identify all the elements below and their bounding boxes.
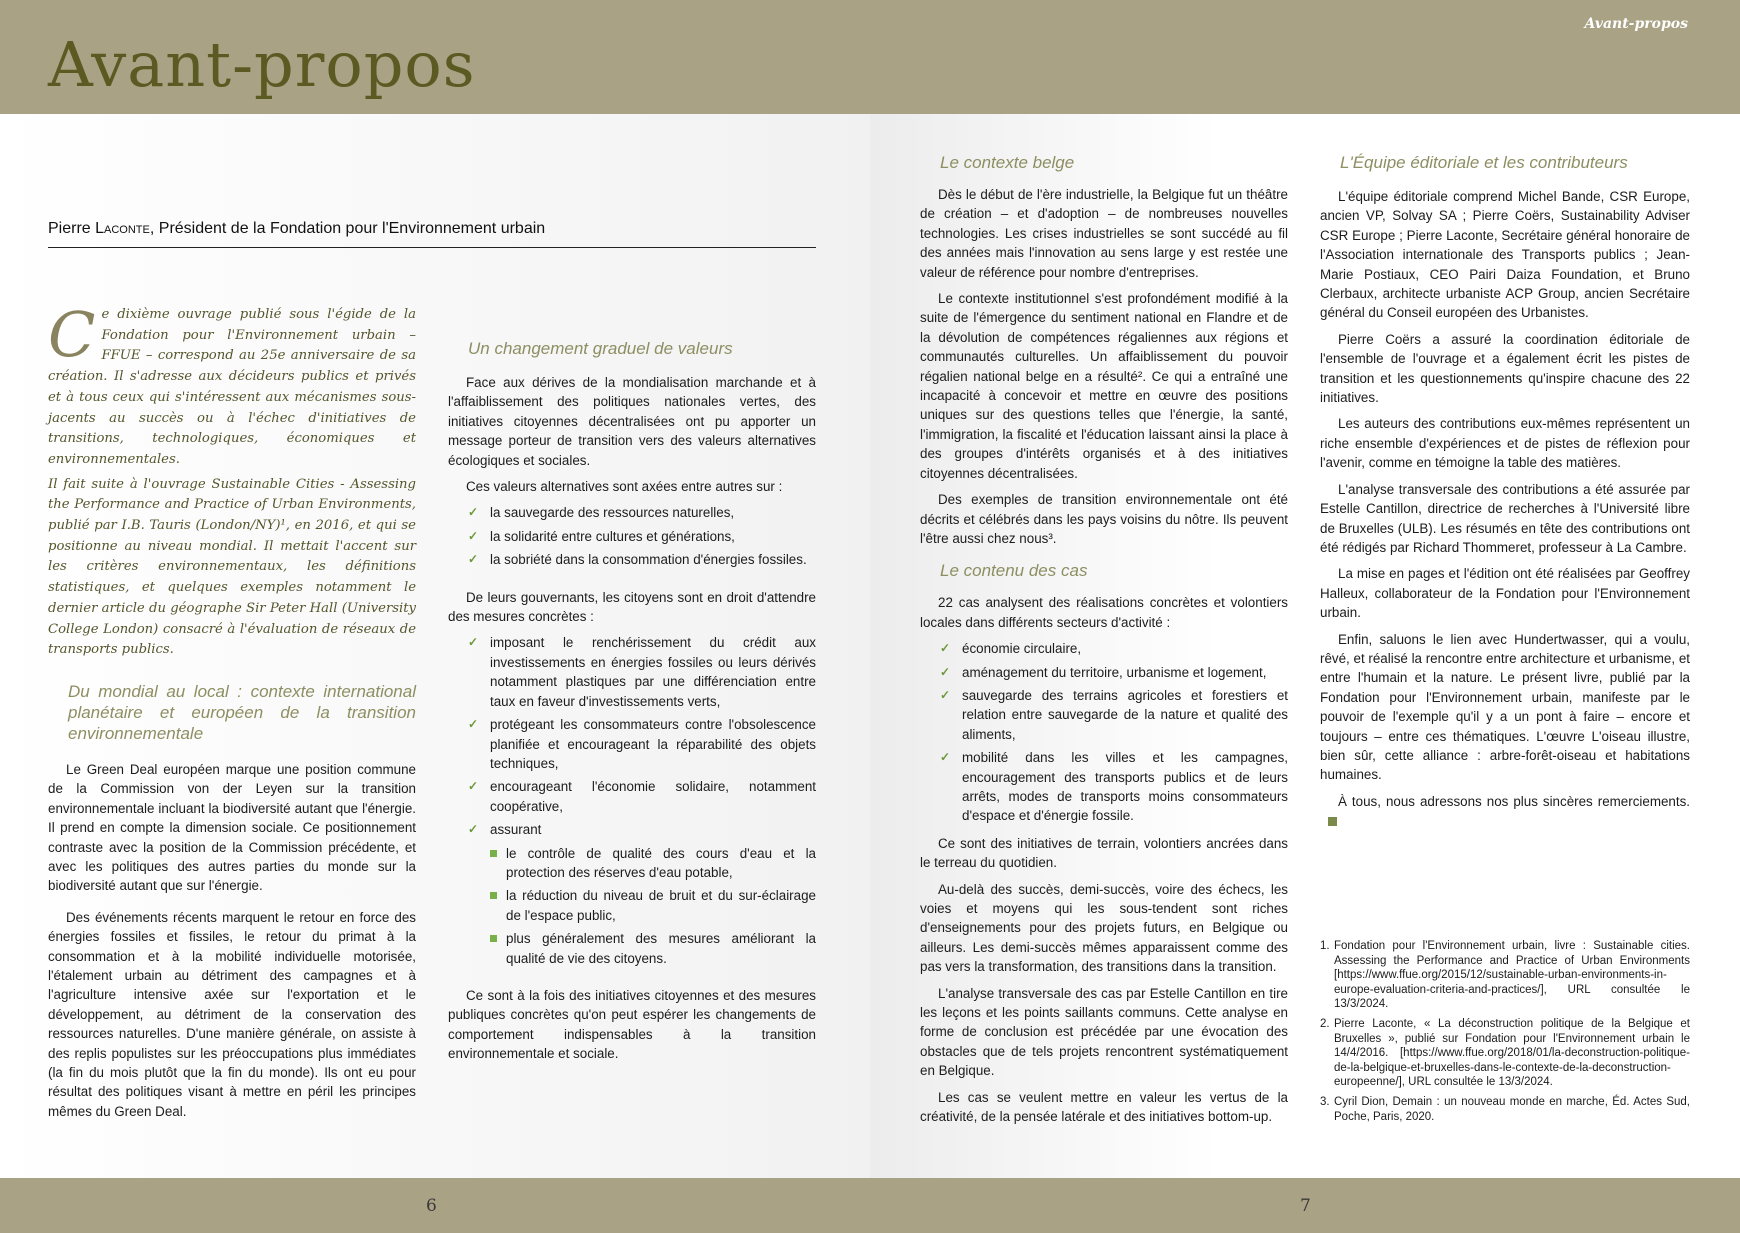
sub-list-item: la réduction du niveau de bruit et du sur-éclairage de l'espace public, (490, 886, 816, 925)
intro-paragraph-2: Il fait suite à l'ouvrage Sustainable Cities - Assessing the Performance and Practice of Urban Environments, publié par I.B. Tauris (London/NY)¹, en 2016, et qui se positionne au niveau mondial. Il mettait l'accent sur les critères environnementaux, les définitions statistiques, et quelques exemples notamment le dernier article du géographe Sir Peter Hall (University College London) consacré à l'évaluation de réseaux de transports publics. (48, 476, 416, 658)
heading-belge: Le contexte belge (940, 153, 1075, 172)
sub-list-item: plus généralement des mesures améliorant la qualité de vie des citoyens. (490, 929, 816, 968)
paragraph-green-deal: Le Green Deal européen marque une position commune de la Commission von der Leyen sur la transition environnementale incluant la biodiversité autant que l'énergie. Il prend en compte la dimension sociale. Ce positionnement contraste avec la position de la Commission précédente, et avec les politiques des autres parties du monde sur la biodiversité autant que sur l'énergie. (48, 761, 416, 894)
author-last-name: Laconte (95, 220, 150, 237)
author-line (48, 220, 816, 248)
drop-cap: C (48, 298, 96, 371)
paragraph-valeurs-intro: Ces valeurs alternatives sont axées entre autres sur : (466, 479, 783, 495)
column-1 (48, 298, 416, 1128)
list-item: ✓ encourageant l'économie solidaire, notamment coopérative, (466, 777, 816, 816)
paragraph-cas-4: L'analyse transversale des cas par Estelle Cantillon en tire les leçons et les points saillants communs. Cette analyse en forme de conclusion est précédée par une évocation des obstacles que de tels projets rencontrent systématiquement en Belgique. (920, 985, 1288, 1079)
paragraph-belge-1: Dès le début de l'ère industrielle, la Belgique fut un théâtre de création – et d'adoption – de nombreuses nouvelles technologies. Les crises industrielles se sont succédé au fil des années mais l'innovation au sens large y est restée une valeur de référence pour nombre d'entreprises. (920, 187, 1288, 280)
list-item (466, 820, 816, 968)
paragraph-belge-3: Des exemples de transition environnementale ont été décrits et célébrés dans les pays voisins du nôtre. Ils peuvent l'être aussi chez nous³. (920, 492, 1288, 546)
paragraph-conclusion-changement: Ce sont à la fois des initiatives citoyennes et des mesures publiques concrètes qu'on peut espérer les changements de comportement indispensables à la transition environnementale et sociale. (448, 987, 816, 1062)
sectors-list (938, 639, 1288, 826)
footnotes (1320, 939, 1690, 1129)
paragraph-equipe-1: L'équipe éditoriale comprend Michel Bande, CSR Europe, ancien VP, Solvay SA ; Pierre Coërs, Sustainability Adviser CSR Europe ; Pierre Laconte, Secrétaire général honoraire de l'Association internationale des Transports publics ; Jean-Marie Postiaux, CEO Pairi Daiza Foundation, et Bruno Clerbaux, architecte urbaniste ACP Group, ancien Secrétaire général du Conseil européen des Urbanistes. (1320, 189, 1690, 321)
heading-changement: Un changement graduel de valeurs (468, 339, 733, 358)
footnote (1320, 1017, 1690, 1090)
list-item-label: assurant (490, 822, 542, 838)
running-head: Avant-propos (1584, 16, 1688, 32)
paragraph-cas-3: Au-delà des succès, demi-succès, voire des échecs, les voies et moyens qui les sous-tendent sont riches d'enseignements pour des projets futurs, en Belgique ou ailleurs. Les demi-succès mêmes apparaissent comme des pas vers la transformation, des transitions dans la transition. (920, 881, 1288, 975)
paragraph-cas-1: 22 cas analysent des réalisations concrètes et volontiers locales dans différents secteurs d'activité : (920, 595, 1288, 630)
list-item: ✓ la sauvegarde des ressources naturelles, (466, 503, 816, 522)
intro-block (48, 298, 416, 661)
heading-equipe: L'Équipe éditoriale et les contributeurs (1340, 153, 1628, 172)
paragraph-equipe-7 (1320, 792, 1690, 831)
footnote (1320, 939, 1690, 1012)
page-number-left: 6 (426, 1196, 437, 1216)
column-3 (920, 152, 1288, 1133)
author-role: , Président de la Fondation pour l'Environnement urbain (149, 220, 546, 237)
paragraph-cas-2: Ce sont des initiatives de terrain, volontiers ancrées dans le terreau du quotidien. (920, 835, 1288, 871)
paragraph-equipe-3: Les auteurs des contributions eux-mêmes représentent un riche ensemble d'expériences et de pistes de réflexion pour l'avenir, comme en témoigne la table des matières. (1320, 416, 1690, 471)
paragraph-cas-5: Les cas se veulent mettre en valeur les vertus de la créativité, de la pensée latérale et des initiatives bottom-up. (920, 1089, 1288, 1125)
list-item: ✓ aménagement du territoire, urbanisme et logement, (938, 663, 1288, 682)
list-item: ✓ protégeant les consommateurs contre l'obsolescence planifiée et encourageant la réparabilité des objets techniques, (466, 715, 816, 773)
paragraph-equipe-5: La mise en pages et l'édition ont été réalisées par Geoffrey Halleux, collaborateur de la Fondation pour l'Environnement urbain. (1320, 566, 1690, 621)
paragraph-belge-2: Le contexte institutionnel s'est profondément modifié à la suite de l'émergence du sentiment national en Flandre et de la dévolution de compétences régaliennes aux régions et communautés culturelles. Un affaiblissement du pouvoir régalien national belge en a résulté². Ce qui a entraîné une incapacité à concevoir et mettre en œuvre des positions uniques sur des questions telles que l'énergie, la santé, l'immigration, la fiscalité et l'éducation laissant ainsi la place à des groupes d'intérêts organisés et à des initiatives citoyennes décentralisées. (920, 291, 1288, 481)
heading-cas: Le contenu des cas (940, 561, 1088, 581)
list-item: ✓ sauvegarde des terrains agricoles et forestiers et relation entre sauvegarde de la nature et qualité des aliments, (938, 686, 1288, 744)
paragraph-equipe-6: Enfin, saluons le lien avec Hundertwasser, qui a voulu, rêvé, et réalisé la rencontre entre architecture et urbanisme, et entre l'humain et la nature. Le présent livre, publié par la Fondation pour l'Environnement urbain, manifeste par le pouvoir de l'exemple qu'il y a un pont à faire – encore et toujours – entre ces thématiques. L'œuvre L'oiseau illustre, bien sûr, cette alliance : arbre-forêt-oiseau et habitations humaines. (1320, 631, 1690, 783)
footnote-text: Fondation pour l'Environnement urbain, livre : Sustainable cities. Assessing the Performance and Practice of Urban Environments [https://www.ffue.org/2015/12/sustainable-urban-environments-in-europe-evaluation-criteria-and-practices/], URL consultée le 13/3/2024. (1334, 940, 1690, 1011)
paragraph-gouvernants: De leurs gouvernants, les citoyens sont en droit d'attendre des mesures concrètes : (448, 589, 816, 625)
list-item: ✓ la sobriété dans la consommation d'énergies fossiles. (466, 550, 816, 569)
values-list (466, 503, 816, 569)
list-item: ✓ imposant le renchérissement du crédit aux investissements en énergies fossiles ou leurs dérivés notamment plastiques par une différenciation entre taux en faveur d'investissements verts, (466, 633, 816, 711)
column-4 (1320, 152, 1690, 838)
paragraph-equipe-2: Pierre Coërs a assuré la coordination éditoriale de l'ensemble de l'ouvrage et a également écrit les pistes de transition et les questionnements qu'inspire chacune des 22 initiatives. (1320, 331, 1690, 406)
page-title: Avant-propos (48, 28, 476, 101)
paragraph-equipe-4: L'analyse transversale des contributions a été assurée par Estelle Cantillon, directrice de recherches à l'Université libre de Bruxelles (ULB). Les résumés en tête des contributions ont été rédigés par Richard Thommeret, professeur à La Cambre. (1320, 481, 1690, 555)
sub-measures-list (490, 844, 816, 968)
footnote-text: Cyril Dion, Demain : un nouveau monde en marche, Éd. Actes Sud, Poche, Paris, 2020. (1334, 1095, 1690, 1123)
remerciements-text: À tous, nous adressons nos plus sincères remerciements. (1338, 793, 1690, 809)
list-item: ✓ la solidarité entre cultures et générations, (466, 527, 816, 546)
heading-mondial: Du mondial au local : contexte international planétaire et européen de la transition environnementale (68, 681, 416, 743)
sub-list-item: le contrôle de qualité des cours d'eau et la protection des réserves d'eau potable, (490, 844, 816, 883)
paragraph-evenements: Des événements récents marquent le retour en force des énergies fossiles et fissiles, le retour du primat à la consommation et à la mobilité individuelle motorisée, l'étalement urbain au détriment des campagnes et à l'agriculture intensive axée sur l'exportation et le développement, au détriment de la conservation des ressources naturelles. D'une manière générale, on assiste à des replis populistes sur les préoccupations plus immédiates (la fin du mois plutôt que la fin du monde). Ils ont eu pour résultat des politiques visant à mettre en péril les principes mêmes du Green Deal. (48, 909, 416, 1119)
list-item: ✓ économie circulaire, (938, 639, 1288, 658)
intro-paragraph-1: e dixième ouvrage publié sous l'égide de la Fondation pour l'Environnement urbain – FFUE – correspond au 25e anniversaire de sa création. Il s'adresse aux décideurs publics et privés et à tous ceux qui s'intéressent aux mécanismes sous-jacents au succès ou à l'échec d'initiatives de transitions, technologiques, économiques et environnementales. (48, 307, 416, 467)
author-first-name: Pierre (48, 220, 96, 237)
page-number-right: 7 (1300, 1196, 1311, 1216)
bottom-band (0, 1178, 1740, 1233)
measures-list (466, 633, 816, 968)
end-mark-icon (1328, 817, 1337, 826)
paragraph-derives: Face aux dérives de la mondialisation marchande et à l'affaiblissement des politiques nationales vertes, des initiatives citoyennes décentralisées ont pu apporter un message porteur de transition vers des valeurs alternatives écologiques et sociales. (448, 375, 816, 468)
footnote-number: 3. (1320, 1095, 1330, 1108)
footnote (1320, 1095, 1690, 1124)
footnote-text: Pierre Laconte, « La déconstruction politique de la Belgique et Bruxelles », publié sur Fondation pour l'Environnement urbain le 14/4/2016. [https://www.ffue.org/2018/01/la-deconstruction-politique-de-la-belgique-et-bruxelles-dans-le-contexte-de-la-deconstruction-europeenne/], URL consultée le 13/3/2024. (1334, 1017, 1690, 1089)
list-item: ✓ mobilité dans les villes et les campagnes, encouragement des transports publics et de leurs arrêts, modes de transports moins consommateurs d'espace et d'énergie fossile. (938, 748, 1288, 826)
column-2 (448, 338, 816, 1071)
footnote-number: 1. (1320, 940, 1330, 952)
footnote-number: 2. (1320, 1017, 1330, 1030)
